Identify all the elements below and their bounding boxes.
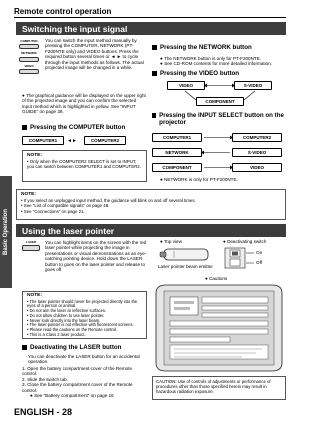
laser-note [22, 291, 147, 339]
computer-note [22, 150, 147, 182]
deactivate-step: 2. Slide the switch tab. [22, 376, 68, 382]
switch-off-label: Off [256, 260, 263, 265]
video-cycle-arrows [160, 80, 280, 110]
laser-button-label: LASER [25, 240, 37, 244]
key-component: COMPONENT [196, 97, 244, 106]
network-bullets: ● The NETWORK button is only for PT-F200NTE. ● See CD-ROM contents for more detailed information. [160, 56, 273, 67]
remote-label-video: VIDEO [24, 63, 34, 68]
key-computer2: COMPUTER2 [84, 136, 126, 145]
caution-box: CAUTION: Use of controls of adjustments or performance of procedures other than those specified herein may result in hazardous radiation exposure. [152, 376, 286, 400]
computer-note-title: NOTE: [27, 153, 42, 158]
deactivate-step: 3. Close the battery compartment cover of the Remote control. [22, 382, 133, 393]
computer-section-heading: Pressing the COMPUTER button [22, 124, 125, 131]
network-section-heading: Pressing the NETWORK button [152, 44, 252, 51]
side-tab: Basic Operation [0, 176, 12, 288]
general-note-item: • See "List of compatible signals" on page 48. [21, 203, 281, 208]
deactivate-step-bullet: See "Battery compartment" on page 16 [34, 393, 114, 399]
select-cycle-arrows [150, 130, 286, 176]
laser-note-item: • Never look directly into the laser beam. [27, 319, 142, 324]
laser-title: Using the laser pointer [16, 224, 286, 237]
key-s-video: S-VIDEO [234, 81, 272, 90]
laser-note-item: • The laser pointer should never be projected directly into the eyes of a person or animal. [27, 300, 142, 309]
remote-back-cautions-illustration [152, 283, 286, 373]
deactivate-step: 1. Open the battery compartment cover of the Remote control. [22, 366, 133, 377]
laser-note-item: • Please read the cautions on the Remote control. [27, 328, 142, 333]
computer-button-icon [19, 44, 39, 49]
remote-label-computer: COMPUTER [20, 39, 38, 43]
key-computer1: COMPUTER1 [22, 136, 64, 145]
key-sel-computer1: COMPUTER1 [152, 133, 202, 142]
laser-note-title: NOTE: [27, 293, 42, 298]
select-bullet: ● NETWORK is only for PT-F200NTE. [160, 177, 238, 182]
deactivate-steps: 1. Open the battery compartment cover of the Remote control. 2. Slide the switch tab. 3. Close the battery compartment cover of the Remote control. ● See "Battery compartment" on page 16 [22, 366, 148, 398]
laser-note-item: • Do not aim the laser at reflective surfaces. [27, 309, 142, 314]
remote-label-network: NETWORK [21, 51, 37, 56]
input-select-heading: Pressing the INPUT SELECT button on the projector [152, 112, 287, 126]
laser-note-item: • This is a Class 2 laser product. [27, 333, 142, 338]
video-button-icon [19, 69, 39, 74]
key-sel-component: COMPONENT [152, 163, 202, 172]
laser-note-item: • Do not allow children to use laser pointer. [27, 314, 142, 319]
laser-intro: You can highlight items on the screen with the red laser pointer while projecting the image in presentations or visual demonstrations as an eye-catching pointing device. Hold down the LASER button to goes on the laser pointer and release to goes off. [45, 240, 147, 273]
page-footer: ENGLISH - 28 [14, 407, 73, 417]
laser-button-icon [22, 245, 40, 251]
computer-note-text: • Only when the COMPUTER2 SELECT is set to INPUT, you can switch between COMPUTER1 and COMPUTER2. [27, 159, 142, 169]
cautions-label: ● Cautions [205, 276, 228, 281]
deactivate-intro: You can deactivate the LASER button for an accidental operation. [28, 354, 140, 365]
general-note-item: • If you select an unplugged input method, the guidance will blink on and off several times. [21, 198, 281, 203]
switching-title: Switching the input signal [16, 22, 286, 35]
deactivate-heading: Deactivating the LASER button [22, 344, 121, 351]
section-header: Remote control operation [14, 7, 112, 16]
switch-on-label: On [256, 250, 263, 255]
key-sel-video: VIDEO [232, 163, 282, 172]
general-note [16, 189, 286, 220]
video-section-heading: Pressing the VIDEO button [152, 70, 239, 77]
key-sel-s-video: S-VIDEO [232, 148, 282, 157]
deactivating-switch-label: ● Deactivating switch [223, 239, 267, 244]
key-sel-network: NETWORK [152, 148, 202, 157]
top-view-label: ● Top view [160, 239, 182, 244]
switching-intro: You can switch the input method manually by pressing the COMPUTER, NETWORK (PT-F200NTE only) and VIDEO buttons. Press the required button several times or ◄ ► to cycle through the input methods as follows. The actual projected image will be changed in a while. [45, 38, 144, 71]
laser-note-item: • The laser pointer is not effective with fluorescent screens. [27, 323, 142, 328]
remote-buttons [18, 39, 40, 74]
emitter-label: Laser pointer beam emitter [158, 264, 213, 269]
general-note-title: NOTE: [21, 192, 36, 197]
swap-arrow-icon: ◄► [67, 138, 77, 144]
switching-bullet-text: ● The graphical guidance will be displayed on the upper right of the projected image and you can confirm the selected input method which is highlighted in yellow. See "INPUT GUIDE" on page 39. [22, 93, 146, 115]
header-rule [14, 17, 286, 18]
key-sel-computer2: COMPUTER2 [232, 133, 282, 142]
general-note-item: • See "Connections" on page 21. [21, 209, 281, 214]
network-button-icon [19, 57, 39, 62]
remote-top-view-illustration [158, 247, 214, 263]
key-video: VIDEO [167, 81, 205, 90]
